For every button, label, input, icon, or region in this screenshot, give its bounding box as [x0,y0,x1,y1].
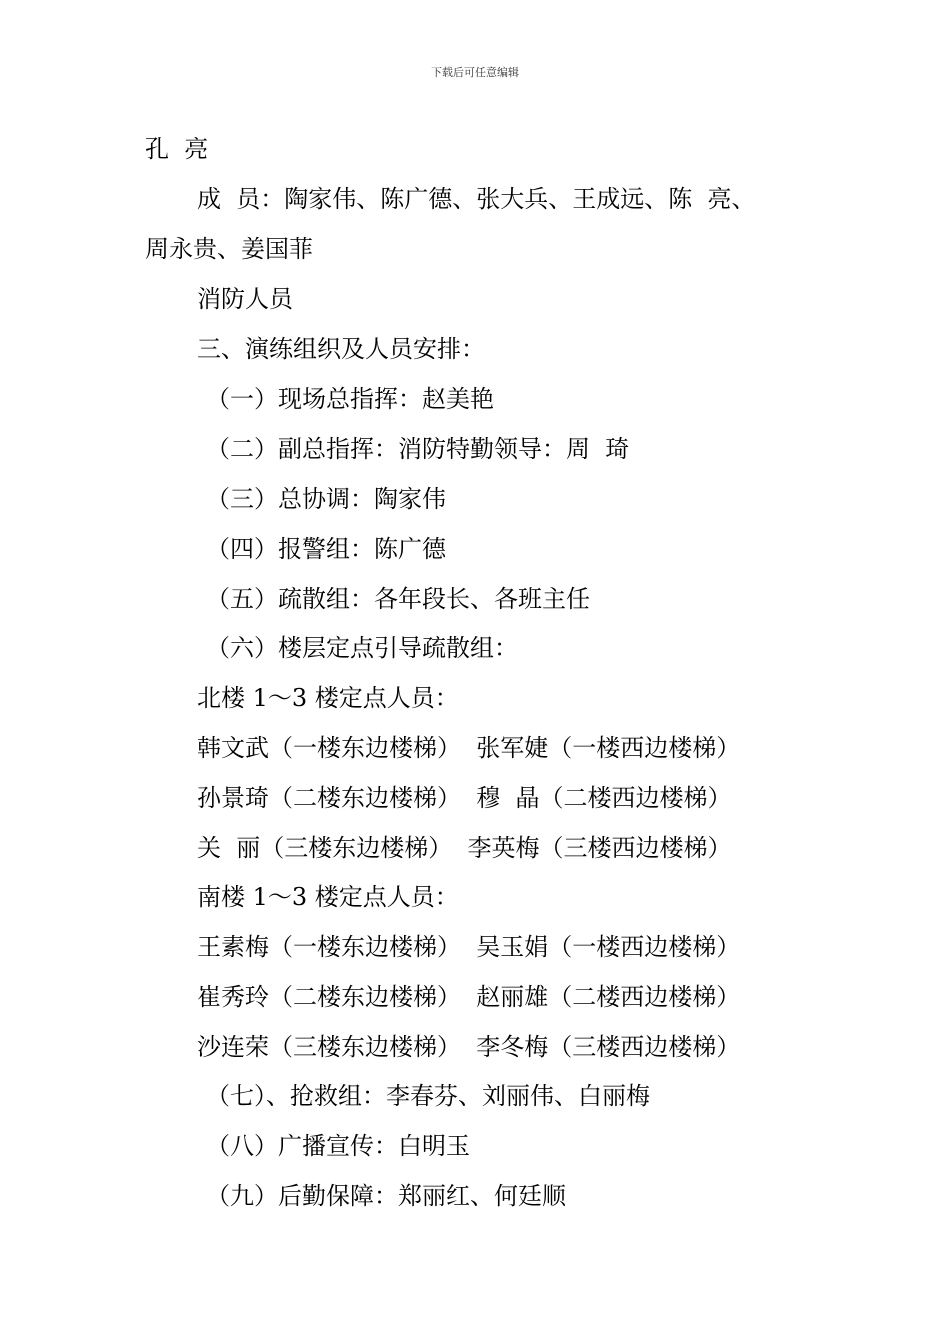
text-line: （九）后勤保障：郑丽红、何廷顺 [206,1182,566,1210]
text-line: 消防人员 [197,285,293,313]
text-line: （七）、抢救组：李春芬、刘丽伟、白丽梅 [206,1082,650,1110]
text-line: （六）楼层定点引导疏散组： [206,634,518,662]
text-line: 北楼 1～3 楼定点人员： [197,684,459,712]
text-line: 孔 亮 [145,135,209,163]
text-line: 崔秀玲（二楼东边楼梯） 赵丽雄（二楼西边楼梯） [197,983,741,1011]
text-line: 成 员：陶家伟、陈广德、张大兵、王成远、陈 亮、 [197,185,756,213]
text-line: 孙景琦（二楼东边楼梯） 穆 晶（二楼西边楼梯） [197,784,732,812]
text-line: 关 丽（三楼东边楼梯） 李英梅（三楼西边楼梯） [197,834,732,862]
text-line: 周永贵、姜国菲 [145,235,313,263]
text-line: （四）报警组：陈广德 [206,535,446,563]
text-line: 南楼 1～3 楼定点人员： [197,883,459,911]
text-line: 王素梅（一楼东边楼梯） 吴玉娟（一楼西边楼梯） [197,933,741,961]
text-line: 沙连荣（三楼东边楼梯） 李冬梅（三楼西边楼梯） [197,1033,741,1061]
text-line: （五）疏散组：各年段长、各班主任 [206,585,590,613]
text-line: （二）副总指挥：消防特勤领导：周 琦 [206,435,630,463]
page-header: 下载后可任意编辑 [431,66,519,79]
text-line: （八）广播宣传：白明玉 [206,1132,470,1160]
text-line: （三）总协调：陶家伟 [206,485,446,513]
text-line: 三、演练组织及人员安排： [197,335,485,363]
text-line: 韩文武（一楼东边楼梯） 张军婕（一楼西边楼梯） [197,734,741,762]
text-line: （一）现场总指挥：赵美艳 [206,385,494,413]
